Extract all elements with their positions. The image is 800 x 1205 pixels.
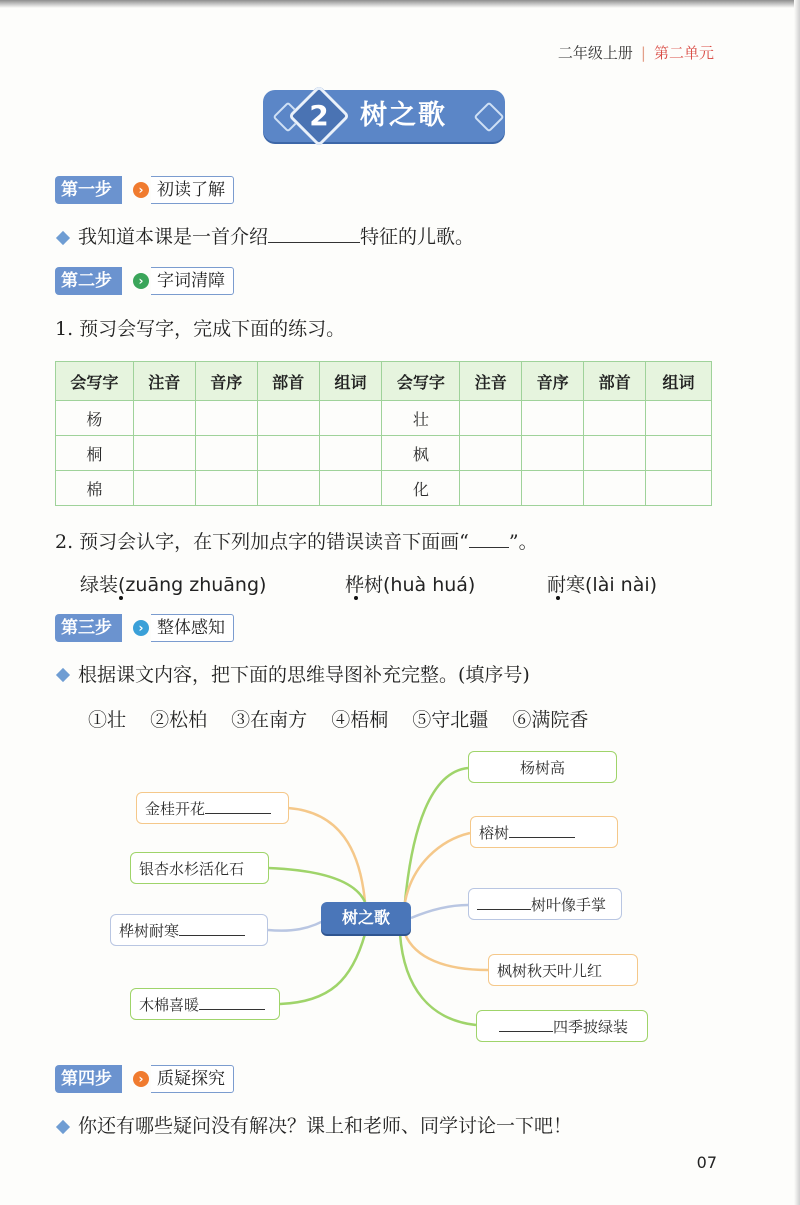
step-badge: 第一步 [55,176,122,204]
table-cell-char: 化 [382,471,460,506]
node-text: 杨树高 [519,759,565,777]
table-cell-blank[interactable] [257,436,319,471]
step-label: 质疑探究 [151,1065,234,1093]
bullet-diamond-icon [56,231,70,245]
node-text: 金桂开花 [145,800,206,818]
mindmap-node-right-4 [488,954,638,986]
option-2: ②松柏 [150,709,208,731]
table-cell-char: 杨 [56,401,134,436]
table-header: 音序 [522,362,584,401]
emphasis-dot [119,596,123,600]
step1-text-before: 我知道本课是一首介绍 [78,226,269,248]
table-cell-blank[interactable] [319,471,382,506]
node-blank[interactable] [205,798,271,814]
question-2-text: 2. 预习会认字，在下列加点字的错误读音下面画“ [55,531,469,553]
node-text: 桦树耐寒 [119,922,180,940]
table-header: 组词 [319,362,382,401]
table-cell-blank[interactable] [133,471,195,506]
table-header: 注音 [460,362,522,401]
table-cell-blank[interactable] [133,401,195,436]
option-4: ④梧桐 [331,709,389,731]
option-1: ①壮 [88,709,127,731]
lesson-title: 树之歌 [360,100,447,131]
table-row [56,401,712,436]
option-5: ⑤守北疆 [412,709,489,731]
table-header: 组词 [646,362,712,401]
table-cell-blank[interactable] [522,401,584,436]
table-cell-char: 桐 [56,436,134,471]
table-cell-blank[interactable] [522,471,584,506]
question-2 [55,527,538,554]
step-badge: 第三步 [55,614,122,642]
connector [405,768,468,902]
node-text: 榕树 [479,824,510,842]
pinyin-options[interactable]: (zuāng zhuāng) [118,574,267,596]
node-text: 银杏水杉活化石 [139,860,245,878]
node-text: 枫树秋天叶儿红 [497,962,603,980]
arrow-right-icon: › [133,620,149,636]
unit-label: 第二单元 [653,44,714,62]
header-separator: | [640,44,646,62]
page-top-edge [0,0,800,8]
table-cell-blank[interactable] [133,436,195,471]
connector [411,905,468,918]
question-1: 1. 预习会写字，完成下面的练习。 [55,318,346,340]
mindmap-connectors [0,740,800,1060]
table-cell-blank[interactable] [584,401,646,436]
table-cell-blank[interactable] [584,471,646,506]
table-cell-blank[interactable] [319,436,382,471]
node-blank[interactable] [199,994,265,1010]
table-header: 部首 [584,362,646,401]
fill-blank[interactable] [268,224,360,243]
pinyin-word: 绿装 [80,574,119,596]
table-cell-blank[interactable] [460,436,522,471]
table-cell-blank[interactable] [460,471,522,506]
node-text: 树叶像手掌 [531,896,607,914]
mindmap-node-left-1[interactable] [136,792,289,824]
table-cell-blank[interactable] [522,436,584,471]
node-blank[interactable] [477,894,531,910]
bullet-diamond-icon [56,668,70,682]
step1-text-after: 特征的儿歌。 [360,226,475,248]
mindmap-node-right-1 [468,751,617,783]
connector [405,934,488,970]
node-blank[interactable] [499,1016,553,1032]
arrow-right-icon: › [133,182,149,198]
page-number: 07 [696,1153,717,1172]
mindmap-node-right-3[interactable] [468,888,622,920]
step-label: 字词清障 [151,267,234,295]
table-cell-blank[interactable] [195,401,257,436]
table-header-row [56,362,712,401]
step-badge: 第二步 [55,267,122,295]
pinyin-item-1 [80,570,266,597]
pinyin-options[interactable]: (huà huá) [383,574,476,596]
step-badge: 第四步 [55,1065,122,1093]
table-header: 注音 [133,362,195,401]
table-cell-blank[interactable] [257,471,319,506]
table-cell-blank[interactable] [319,401,382,436]
table-cell-blank[interactable] [646,436,712,471]
writing-table [55,361,712,506]
connector [400,934,476,1025]
mindmap-node-right-5[interactable] [476,1010,648,1042]
bullet-diamond-icon [56,1120,70,1134]
emphasis-dot [354,596,358,600]
option-list [88,705,588,732]
table-header: 部首 [257,362,319,401]
question-2-close: ”。 [508,531,538,553]
node-blank[interactable] [509,822,575,838]
table-row [56,471,712,506]
node-text: 四季披绿装 [553,1018,629,1036]
table-cell-blank[interactable] [257,401,319,436]
table-cell-blank[interactable] [646,471,712,506]
table-cell-char: 枫 [382,436,460,471]
table-row [56,436,712,471]
emphasis-dot [556,596,560,600]
pinyin-word: 桦树 [345,574,384,596]
node-blank[interactable] [179,920,245,936]
pinyin-item-2 [345,570,475,597]
table-cell-blank[interactable] [195,436,257,471]
table-cell-blank[interactable] [195,471,257,506]
table-cell-blank[interactable] [460,401,522,436]
running-header [558,42,714,63]
node-text: 木棉喜暖 [139,996,200,1014]
pinyin-item-3 [547,570,657,597]
table-cell-char: 棉 [56,471,134,506]
lesson-number: 2 [309,99,329,132]
grade-label: 二年级上册 [557,44,633,62]
step-label: 整体感知 [151,614,234,642]
step-label: 初读了解 [151,176,234,204]
arrow-right-icon: › [133,1071,149,1087]
table-cell-char: 壮 [382,401,460,436]
option-3: ③在南方 [231,709,308,731]
step4-text: 你还有哪些疑问没有解决？课上和老师、同学讨论一下吧！ [78,1115,573,1137]
connector [268,868,365,902]
underline-sample [469,531,509,548]
mindmap-node-left-4[interactable] [130,988,280,1020]
step1-sentence [78,222,474,249]
table-header: 音序 [195,362,257,401]
table-cell-blank[interactable] [584,436,646,471]
table-header: 会写字 [56,362,134,401]
mindmap-node-left-3[interactable] [110,914,268,946]
mindmap-node-left-2 [130,852,269,884]
table-cell-blank[interactable] [646,401,712,436]
option-6: ⑥满院香 [512,709,589,731]
table-header: 会写字 [382,362,460,401]
mindmap-node-right-2[interactable] [470,816,618,848]
arrow-right-icon: › [133,273,149,289]
mindmap-center: 树之歌 [321,902,411,934]
connector [280,934,365,1004]
pinyin-word: 耐寒 [547,574,586,596]
pinyin-options[interactable]: (lài nài) [585,574,658,596]
step3-instruction: 根据课文内容，把下面的思维导图补充完整。(填序号) [78,664,530,686]
